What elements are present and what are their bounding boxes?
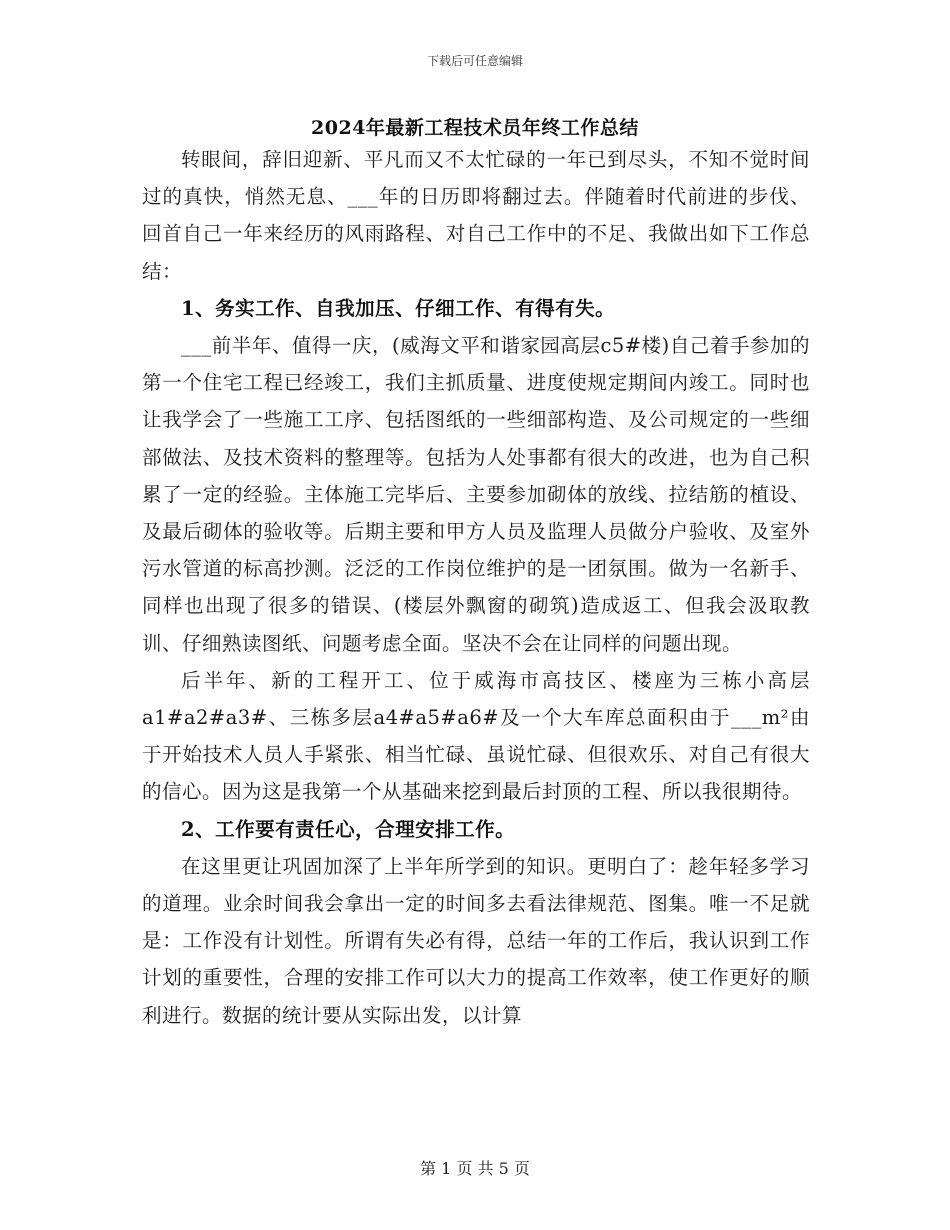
- section-1-heading: 1、务实工作、自我加压、仔细工作、有得有失。: [181, 296, 616, 320]
- section-2-heading: 2、工作要有责任心，合理安排工作。: [181, 817, 516, 841]
- document-body: [142, 141, 810, 1034]
- intro-paragraph: 转眼间，辞旧迎新、平凡而又不太忙碌的一年已到尽头，不知不觉时间过的真快，悄然无息、___年的日历即将翻过去。伴随着时代前进的步伐、回首自己一年来经历的风雨路程、对自己工作中的不足、我做出如下工作总结：: [142, 148, 810, 283]
- document-title: 2024年最新工程技术员年终工作总结: [311, 117, 639, 139]
- section-2-paragraph-1: 在这里更让巩固加深了上半年所学到的知识。更明白了：趁年轻多学习的道理。业余时间我会拿出一定的时间多去看法律规范、图集。唯一不足就是：工作没有计划性。所谓有失必有得，总结一年的工作后，我认识到工作计划的重要性，合理的安排工作可以大力的提高工作效率，使工作更好的顺利进行。数据的统计要从实际出发，以计算: [142, 854, 810, 1027]
- page-number: 第 1 页 共 5 页: [420, 1159, 530, 1178]
- section-1-paragraph-1: ___前半年、值得一庆，(威海文平和谐家园高层c5#楼)自己着手参加的第一个住宅工程已经竣工，我们主抓质量、进度使规定期间内竣工。同时也让我学会了一些施工工序、包括图纸的一些细部构造、及公司规定的一些细部做法、及技术资料的整理等。包括为人处事都有很大的改进，也为自己积累了一定的经验。主体施工完毕后、主要参加砌体的放线、拉结筋的植设、及最后砌体的验收等。后期主要和甲方人员及监理人员做分户验收、及室外污水管道的标高抄测。泛泛的工作岗位维护的是一团氛围。做为一名新手、同样也出现了很多的错误、(楼层外飘窗的砌筑)造成返工、但我会汲取教训、仔细熟读图纸、问题考虑全面。坚决不会在让同样的问题出现。: [142, 334, 810, 655]
- header-note: 下载后可任意编辑: [426, 54, 523, 68]
- section-1-paragraph-2: 后半年、新的工程开工、位于威海市高技区、楼座为三栋小高层a1#a2#a3#、三栋多层a4#a5#a6#及一个大车库总面积由于___m²由于开始技术人员人手紧张、相当忙碌、虽说忙碌、但很欢乐、对自己有很大的信心。因为这是我第一个从基础来挖到最后封顶的工程、所以我很期待。: [142, 668, 810, 804]
